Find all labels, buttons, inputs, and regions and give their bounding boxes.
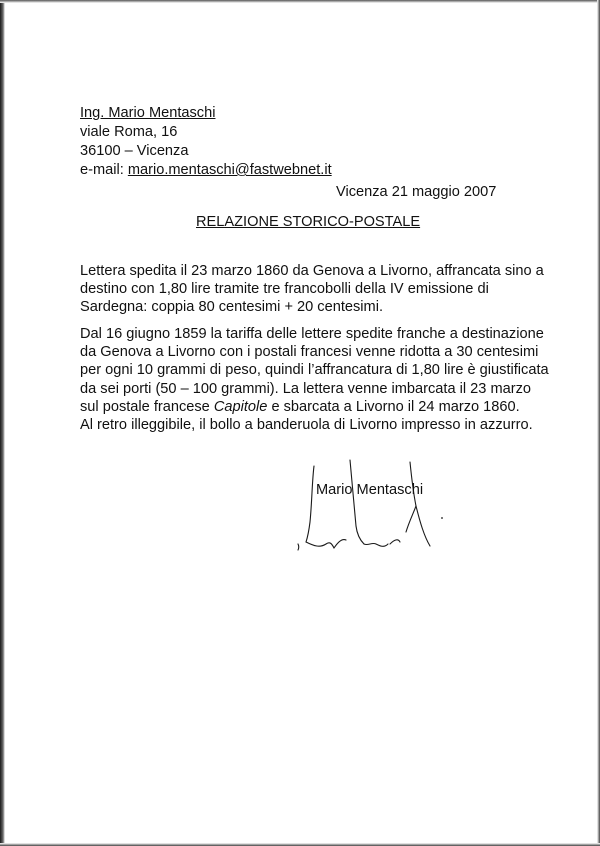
sender-city: 36100 – Vicenza [80,143,189,159]
line-text: sul postale francese [80,398,214,415]
email-label: e-mail: [80,162,128,178]
sender-email-line [80,161,332,180]
paragraph-line: Lettera spedita il 23 marzo 1860 da Genova a Livorno, affrancata sino a [80,263,544,279]
sender-street: viale Roma, 16 [80,124,178,140]
signature-printed-name: Mario Mentaschi [316,482,424,498]
line-text: e sbarcata a Livorno il 24 marzo 1860. [267,398,520,415]
paragraph-line: per ogni 10 grammi di peso, quindi l’affrancatura di 1,80 lire è giustificata [80,362,549,379]
paragraph-line: da sei porti (50 – 100 grammi). La lettera venne imbarcata il 23 marzo [80,380,532,397]
handwritten-signature [290,452,450,562]
scan-edge-top [0,0,600,3]
paragraph-1 [80,262,544,317]
paragraph-line [80,398,520,416]
paragraph-2 [80,325,549,434]
paragraph-line: da Genova a Livorno con i postali francesi venne ridotta a 30 centesimi [80,344,539,361]
ship-name: Capitole [213,398,268,415]
paragraph-line: destino con 1,80 lire tramite tre francobolli della IV emissione di [80,281,489,298]
paragraph-line: Sardegna: coppia 80 centesimi + 20 centesimi. [80,299,383,316]
paragraph-line: Al retro illeggibile, il bollo a banderuola di Livorno impresso in azzurro. [80,417,533,434]
scan-edge-left [0,0,5,846]
paragraph-line: Dal 16 giugno 1859 la tariffa delle lettere spedite franche a destinazione [80,326,544,342]
sender-address-block [80,104,332,180]
letter-date: Vicenza 21 maggio 2007 [336,184,497,200]
document-title: RELAZIONE STORICO-POSTALE [196,214,421,230]
email-link[interactable]: mario.mentaschi@fastwebnet.it [127,162,332,178]
sender-name: Ing. Mario Mentaschi [80,105,216,121]
